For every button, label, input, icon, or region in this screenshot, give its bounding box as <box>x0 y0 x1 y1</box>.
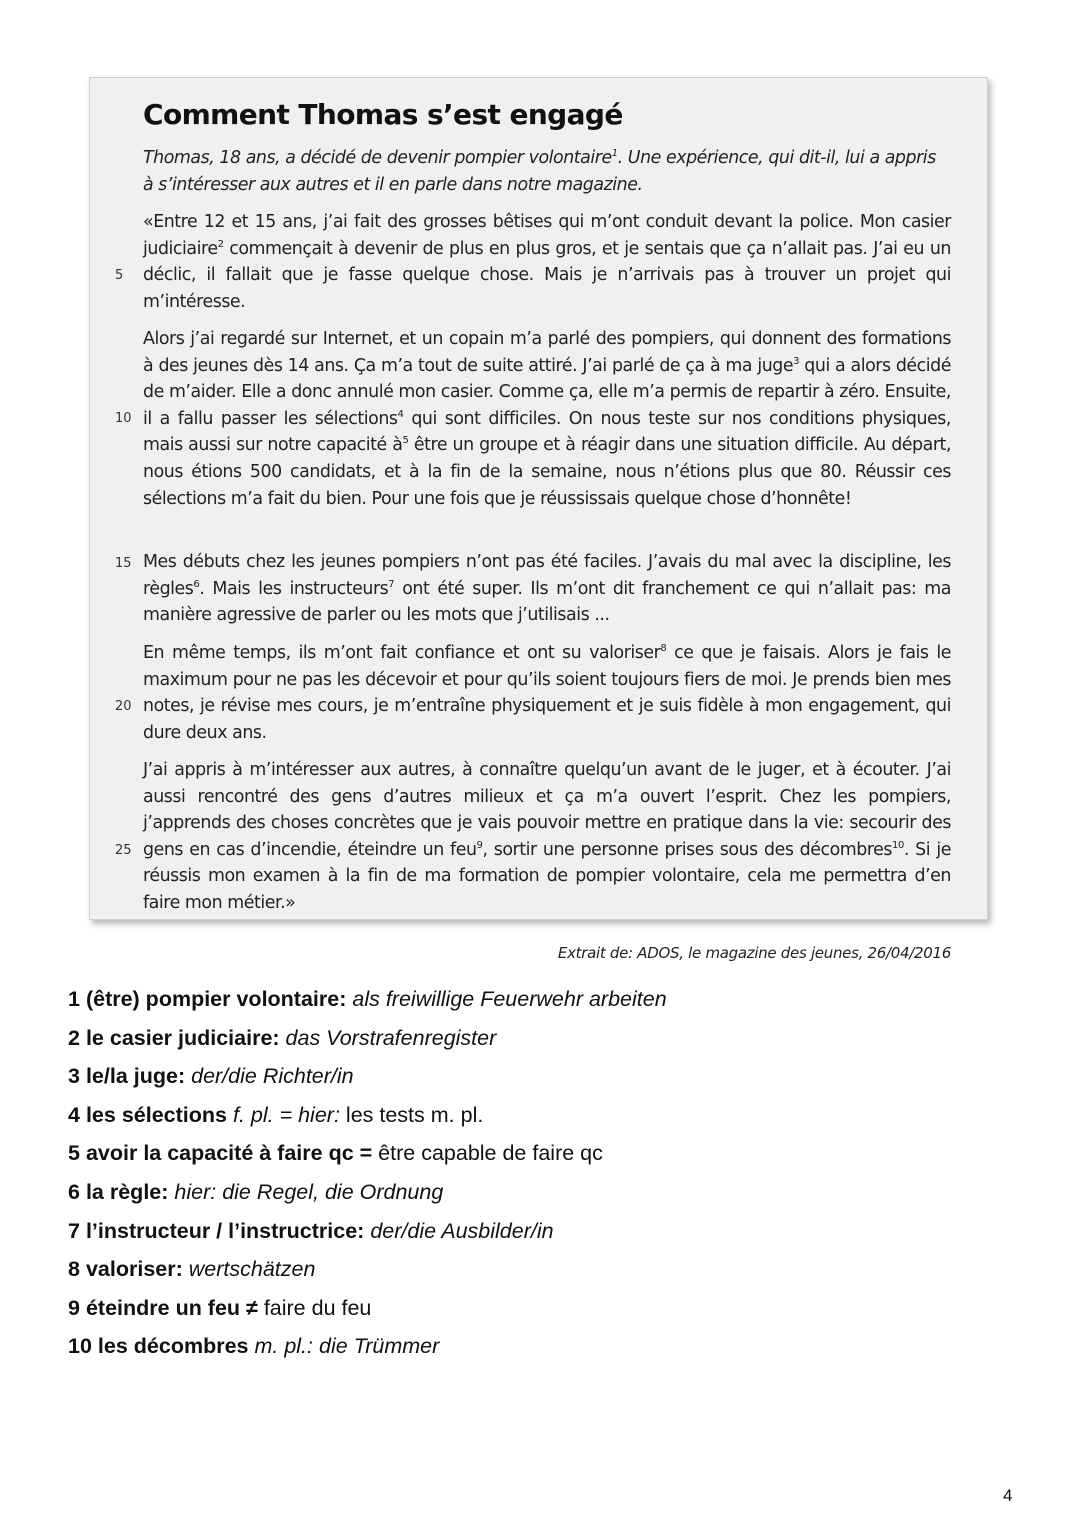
glossary-definition: das Vorstrafenregister <box>285 1025 497 1050</box>
line-number: 15 <box>115 556 132 571</box>
glossary-item <box>68 1023 667 1062</box>
paragraph-text: En même temps, ils m’ont fait confiance et ont su valoriser <box>143 643 661 663</box>
footnote-ref: 1 <box>611 148 618 160</box>
footnote-ref: 7 <box>388 578 395 590</box>
glossary-grammar: m. pl.: <box>254 1334 314 1359</box>
glossary-definition: wertschätzen <box>188 1257 316 1282</box>
line-number: 20 <box>115 699 132 714</box>
paragraph-text: être un groupe et à réagir dans une situation difficile. Au départ, nous étions 500 candidats, et à la fin de la semaine, nous n’étions plus que 80. Réussir ces sélections m’a fait du bien. Pour une fois que je réussissais quelque chose d’honnête! <box>143 435 951 509</box>
paragraph-text: J’ai appris à m’intéresser aux autres, à connaître quelqu’un avant de le juger, et à écouter. J’ai aussi rencontré des gens d’autres milieux et ça m’a ouvert l’esprit. Chez les pompiers, j’apprends des choses concrètes que je vais pouvoir mettre en pratique dans la vie: secourir des gens en cas d’incendie, éteindre un feu <box>143 760 951 860</box>
glossary-term: avoir la capacité à faire qc = <box>85 1141 373 1166</box>
paragraph-text: Mes débuts chez les jeunes pompiers n’ont pas été faciles. J’avais du mal avec la discipline, les règles <box>143 552 951 599</box>
line-number: 10 <box>115 411 132 426</box>
glossary-item <box>68 1100 667 1139</box>
glossary-term: (être) pompier volontaire: <box>85 987 347 1011</box>
footnote-ref: 2 <box>217 238 224 250</box>
glossary-item <box>68 1177 667 1216</box>
glossary-definition: der/die Ausbilder/in <box>370 1218 554 1243</box>
glossary-item <box>68 1331 667 1370</box>
glossary-grammar: f. pl. = hier: <box>232 1102 340 1127</box>
paragraph-text: «Entre 12 et 15 ans, j’ai fait des grosses bêtises qui m’ont conduit devant la police. Mon casier judiciaire <box>143 212 951 259</box>
glossary-number: 4 <box>68 1102 80 1127</box>
page-number: 4 <box>1003 1486 1013 1505</box>
paragraph-text: . Si je réussis mon examen à la fin de ma formation de pompier volontaire, cela me permettra d’en faire mon métier.» <box>143 839 951 913</box>
paragraph-4 <box>143 640 951 746</box>
glossary-item <box>68 984 667 1023</box>
paragraph-text: qui sont difficiles. On nous teste sur nos conditions physiques, mais aussi sur notre capacité à <box>143 408 951 456</box>
source-citation: Extrait de: ADOS, le magazine des jeunes, 26/04/2016 <box>557 944 951 962</box>
glossary-definition: les tests m. pl. <box>345 1102 484 1127</box>
glossary-item <box>68 1138 667 1177</box>
intro-text: Thomas, 18 ans, a décidé de devenir pompier volontaire <box>143 148 612 168</box>
paragraph-text: , sortir une personne prises sous des décombres <box>482 839 893 860</box>
glossary-number: 7 <box>68 1218 80 1243</box>
paragraph-text: qui a alors décidé de m’aider. Elle a donc annulé mon casier. Comme ça, elle m’a permis de repartir à zéro. Ensuite, il a fallu passer les sélections <box>143 355 951 429</box>
glossary-number: 8 <box>68 1257 80 1282</box>
footnote-ref: 5 <box>402 435 409 447</box>
glossary-number: 3 <box>68 1064 80 1089</box>
glossary-number: 5 <box>68 1141 80 1166</box>
glossary-definition: der/die Richter/in <box>191 1064 354 1089</box>
intro-text: . Une expérience, qui dit-il, lui a appris à s’intéresser aux autres et il en parle dans notre magazine. <box>143 148 936 195</box>
glossary-item <box>68 1254 667 1293</box>
footnote-ref: 9 <box>476 839 483 851</box>
footnote-ref: 4 <box>397 408 404 420</box>
paragraph-1 <box>143 209 951 315</box>
paragraph-3 <box>143 549 951 629</box>
glossary-term: valoriser: <box>85 1257 183 1282</box>
paragraph-text: . Mais les instructeurs <box>199 578 389 599</box>
glossary-term: les sélections <box>85 1102 227 1127</box>
glossary-definition: die Trümmer <box>319 1334 440 1359</box>
footnote-ref: 10 <box>892 839 904 851</box>
footnote-ref: 3 <box>793 355 800 367</box>
glossary-number: 1 <box>68 987 80 1011</box>
footnote-ref: 8 <box>660 643 667 655</box>
paragraph-text: commençait à devenir de plus en plus gros, et je sentais que ça n’allait pas. J’ai eu un déclic, il fallait que je fasse quelque chose. Mais je n’arrivais pas à trouver un projet qui m’intéresse. <box>143 238 951 312</box>
glossary-definition: als freiwillige Feuerwehr arbeiten <box>352 987 667 1011</box>
paragraph-text: ce que je faisais. Alors je fais le maximum pour ne pas les décevoir et pour qu’ils soient toujours fiers de moi. Je prends bien mes notes, je révise mes cours, je m’entraîne physiquement et je suis fidèle à mon engagement, qui dure deux ans. <box>143 643 951 743</box>
glossary-definition: hier: die Regel, die Ordnung <box>174 1179 444 1204</box>
glossary-term: le/la juge: <box>85 1064 186 1089</box>
paragraph-2 <box>143 326 951 512</box>
glossary-item <box>68 1061 667 1100</box>
glossary-item <box>68 1216 667 1255</box>
glossary-number: 2 <box>68 1025 80 1050</box>
glossary-list <box>68 984 667 1370</box>
glossary-number: 9 <box>68 1295 80 1320</box>
glossary-number: 10 <box>68 1334 92 1359</box>
glossary-term: l’instructeur / l’instructrice: <box>85 1218 365 1243</box>
paragraph-5 <box>143 757 951 917</box>
line-number: 5 <box>115 268 124 283</box>
article-title: Comment Thomas s’est engagé <box>143 98 623 131</box>
glossary-definition: être capable de faire qc <box>378 1141 603 1166</box>
paragraph-text: ont été super. Ils m’ont dit franchement ce qui n’allait pas: ma manière agressive de parler ou les mots que j’utilisais ... <box>143 578 952 626</box>
glossary-term: le casier judiciaire: <box>85 1025 280 1050</box>
glossary-term: la règle: <box>85 1179 169 1204</box>
glossary-item <box>68 1293 667 1332</box>
article-intro <box>143 145 951 198</box>
glossary-term: les décombres <box>97 1334 249 1359</box>
line-number: 25 <box>115 843 132 858</box>
paragraph-text: Alors j’ai regardé sur Internet, et un copain m’a parlé des pompiers, qui donnent des formations à des jeunes dès 14 ans. Ça m’a tout de suite attiré. J’ai parlé de ça à ma juge <box>143 329 951 376</box>
glossary-term: éteindre un feu ≠ <box>85 1295 258 1320</box>
glossary-number: 6 <box>68 1179 80 1204</box>
footnote-ref: 6 <box>193 578 200 590</box>
glossary-definition: faire du feu <box>263 1295 372 1320</box>
